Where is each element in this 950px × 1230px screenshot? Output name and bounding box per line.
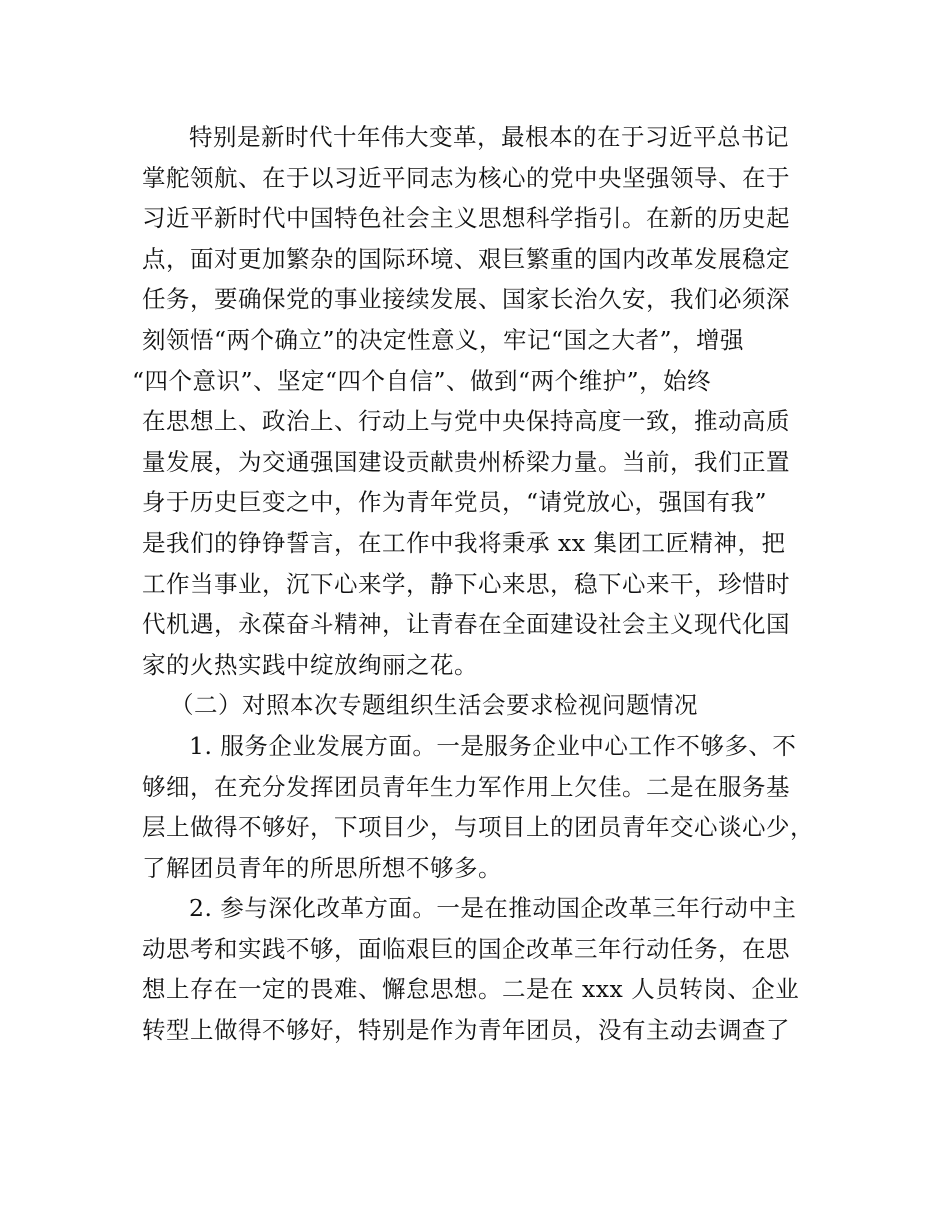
text-line: 够细，在充分发挥团员青年生力军作用上欠佳。二是在服务基 [142, 772, 790, 801]
text-line: 任务，要确保党的事业接续发展、国家长治久安，我们必须深 [142, 285, 790, 314]
text-line: 层上做得不够好，下项目少，与项目上的团员青年交心谈心少， [142, 813, 814, 842]
text-line: “四个意识”、坚定“四个自信”、做到“两个维护”，始终 [132, 366, 712, 395]
text-line: 点，面对更加繁杂的国际环境、艰巨繁重的国内改革发展稳定 [142, 244, 790, 273]
text-line: 掌舵领航、在于以习近平同志为核心的党中央坚强领导、在于 [142, 163, 790, 192]
text-line: 想上存在一定的畏难、懈怠思想。二是在 xxx 人员转岗、企业 [142, 975, 800, 1004]
text-line: 转型上做得不够好，特别是作为青年团员，没有主动去调查了 [142, 1016, 790, 1045]
text-line: 刻领悟“两个确立”的决定性意义，牢记“国之大者”，增强 [142, 325, 745, 354]
text-line: 量发展，为交通强国建设贡献贵州桥梁力量。当前，我们正置 [142, 447, 790, 476]
text-line: 在思想上、政治上、行动上与党中央保持高度一致，推动高质 [142, 407, 790, 436]
document-body [132, 117, 822, 1051]
text-line: 家的火热实践中绽放绚丽之花。 [142, 650, 478, 679]
text-line: 了解团员青年的所思所想不够多。 [142, 853, 502, 882]
text-line: 是我们的铮铮誓言，在工作中我将秉承 xx 集团工匠精神，把 [142, 528, 786, 557]
text-line: 特别是新时代十年伟大变革，最根本的在于习近平总书记 [189, 123, 789, 151]
text-line: 1. 服务企业发展方面。一是服务企业中心工作不够多、不 [189, 731, 797, 760]
text-line: 身于历史巨变之中，作为青年党员，“请党放心，强国有我” [142, 488, 768, 517]
text-line: 动思考和实践不够，面临艰巨的国企改革三年行动任务，在思 [142, 934, 790, 963]
text-line: 2. 参与深化改革方面。一是在推动国企改革三年行动中主 [189, 894, 797, 923]
text-line: 代机遇，永葆奋斗精神，让青春在全面建设社会主义现代化国 [142, 610, 790, 639]
section-heading: （二）对照本次专题组织生活会要求检视问题情况 [170, 691, 698, 720]
text-line: 工作当事业，沉下心来学，静下心来思，稳下心来干，珍惜时 [142, 569, 790, 598]
text-line: 习近平新时代中国特色社会主义思想科学指引。在新的历史起 [142, 204, 790, 233]
